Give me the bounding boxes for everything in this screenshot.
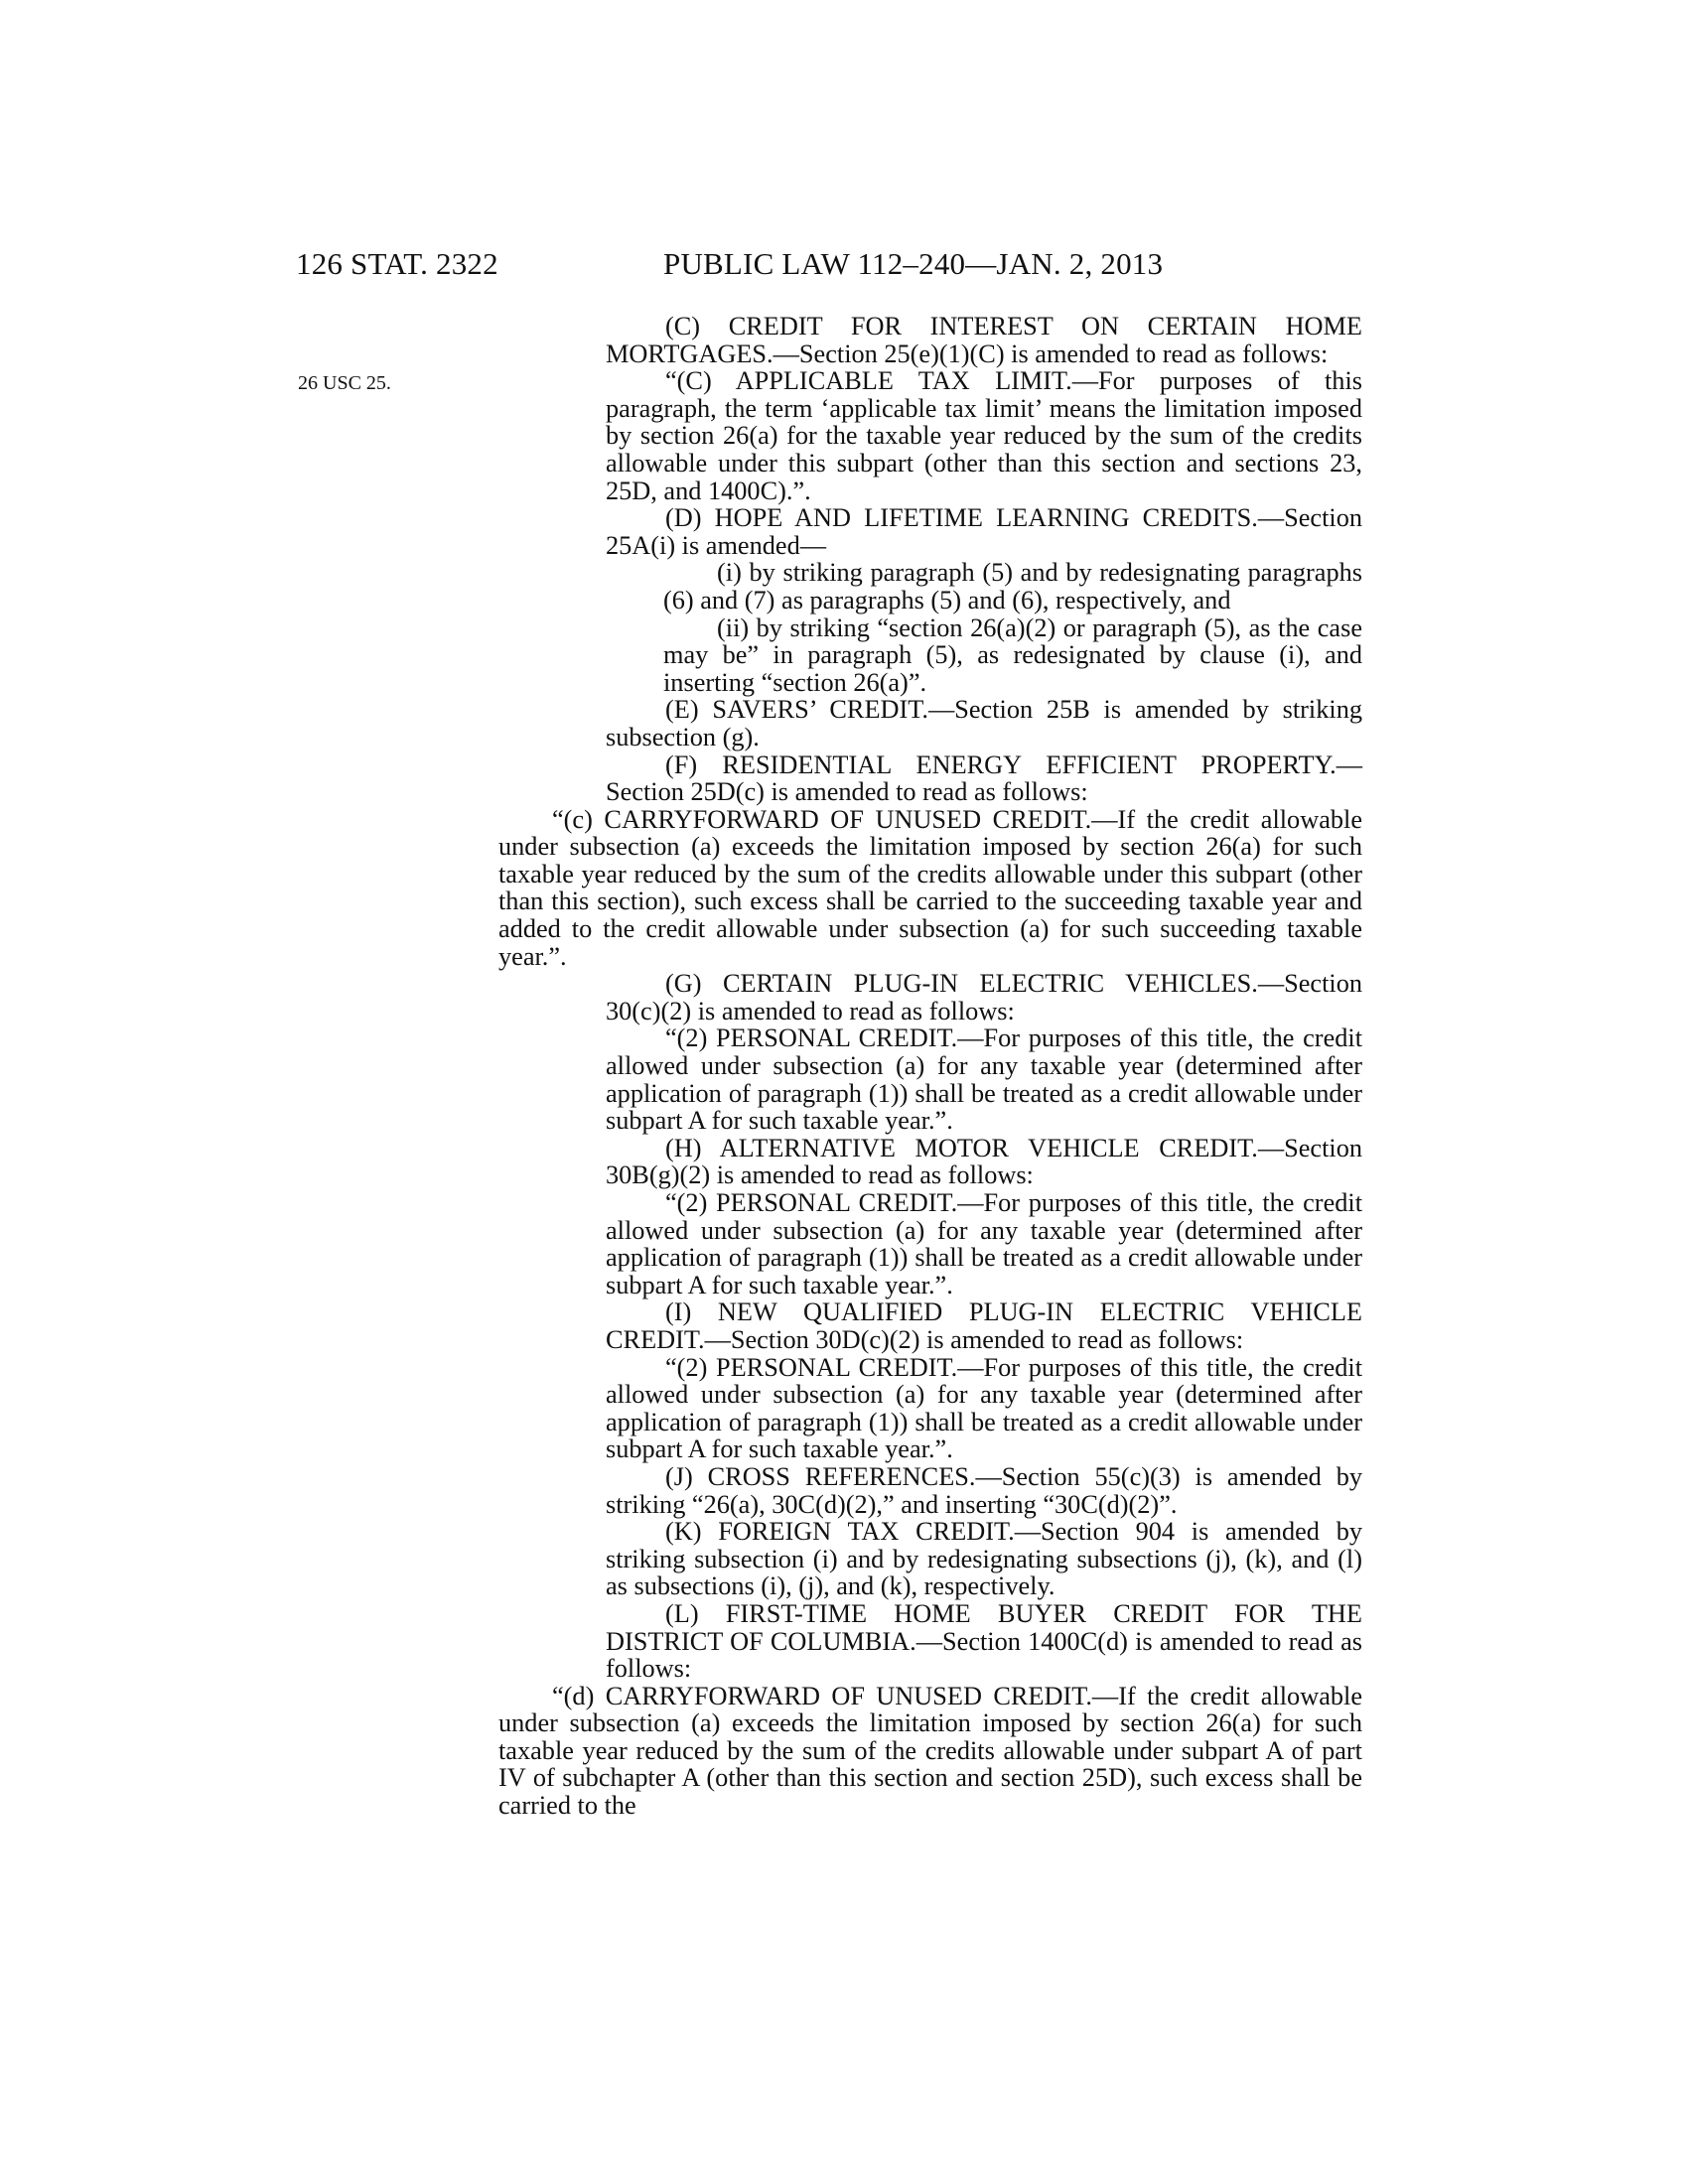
statute-paragraph: (L) FIRST-TIME HOME BUYER CREDIT FOR THE DISTRICT OF COLUMBIA.—Section 1400C(d) is amended to read as follows: xyxy=(606,1598,1362,1684)
statute-paragraph: (C) CREDIT FOR INTEREST ON CERTAIN HOME MORTGAGES.—Section 25(e)(1)(C) is amended to read as follows: xyxy=(606,312,1362,368)
statute-paragraph: “(2) PERSONAL CREDIT.—For purposes of this title, the credit allowed under subsection (a) for any taxable year (determined after application of paragraph (1)) shall be treated as a credit allowable under subpart A for such taxable year.”. xyxy=(606,1188,1362,1299)
statute-paragraph: (I) NEW QUALIFIED PLUG-IN ELECTRIC VEHICLE CREDIT.—Section 30D(c)(2) is amended to read as follows: xyxy=(606,1297,1362,1354)
statute-paragraph: (F) RESIDENTIAL ENERGY EFFICIENT PROPERTY.—Section 25D(c) is amended to read as follows: xyxy=(606,750,1362,807)
statute-paragraph: “(C) APPLICABLE TAX LIMIT.—For purposes of this paragraph, the term ‘applicable tax limit’ means the limitation imposed by section 26(a) for the taxable year reduced by the sum of the credits allowable under this subpart (other than this section and sections 23, 25D, and 1400C).”. xyxy=(606,366,1362,505)
statute-paragraph: (G) CERTAIN PLUG-IN ELECTRIC VEHICLES.—Section 30(c)(2) is amended to read as follows: xyxy=(606,969,1362,1025)
statute-body-text xyxy=(498,313,1362,1820)
statute-paragraph: (ii) by striking “section 26(a)(2) or paragraph (5), as the case may be” in paragraph (5), as redesignated by clause (i), and inserting “section 26(a)”. xyxy=(663,613,1362,697)
usc-margin-note: 26 USC 25. xyxy=(298,372,391,394)
statute-paragraph: (D) HOPE AND LIFETIME LEARNING CREDITS.—Section 25A(i) is amended— xyxy=(606,503,1362,560)
statute-paragraph: (K) FOREIGN TAX CREDIT.—Section 904 is amended by striking subsection (i) and by redesignating subsections (j), (k), and (l) as subsections (i), (j), and (k), respectively. xyxy=(606,1517,1362,1601)
statute-paragraph: (J) CROSS REFERENCES.—Section 55(c)(3) is amended by striking “26(a), 30C(d)(2),” and inserting “30C(d)(2)”. xyxy=(606,1461,1362,1519)
statute-page-reference: 126 STAT. 2322 xyxy=(296,246,498,281)
statute-paragraph: “(c) CARRYFORWARD OF UNUSED CREDIT.—If the credit allowable under subsection (a) exceeds the limitation imposed by section 26(a) for such taxable year reduced by the sum of the credits allowable under this subpart (other than this section), such excess shall be carried to the succeeding taxable year and added to the credit allowable under subsection (a) for such succeeding taxable year.”. xyxy=(498,804,1362,971)
statute-paragraph: (i) by striking paragraph (5) and by redesignating paragraphs (6) and (7) as paragraphs (5) and (6), respectively, and xyxy=(663,558,1362,614)
statute-paragraph: “(2) PERSONAL CREDIT.—For purposes of this title, the credit allowed under subsection (a) for any taxable year (determined after application of paragraph (1)) shall be treated as a credit allowable under subpart A for such taxable year.”. xyxy=(606,1024,1362,1136)
statute-paragraph: “(d) CARRYFORWARD OF UNUSED CREDIT.—If the credit allowable under subsection (a) exceeds the limitation imposed by section 26(a) for such taxable year reduced by the sum of the credits allowable under subpart A of part IV of subchapter A (other than this section and section 25D), such excess shall be carried to the xyxy=(498,1681,1362,1821)
statute-paragraph: (E) SAVERS’ CREDIT.—Section 25B is amended by striking subsection (g). xyxy=(606,695,1362,751)
statute-paragraph: “(2) PERSONAL CREDIT.—For purposes of this title, the credit allowed under subsection (a) for any taxable year (determined after application of paragraph (1)) shall be treated as a credit allowable under subpart A for such taxable year.”. xyxy=(606,1352,1362,1464)
statute-paragraph: (H) ALTERNATIVE MOTOR VEHICLE CREDIT.—Section 30B(g)(2) is amended to read as follows: xyxy=(606,1133,1362,1190)
public-law-heading: PUBLIC LAW 112–240—JAN. 2, 2013 xyxy=(663,246,1164,281)
